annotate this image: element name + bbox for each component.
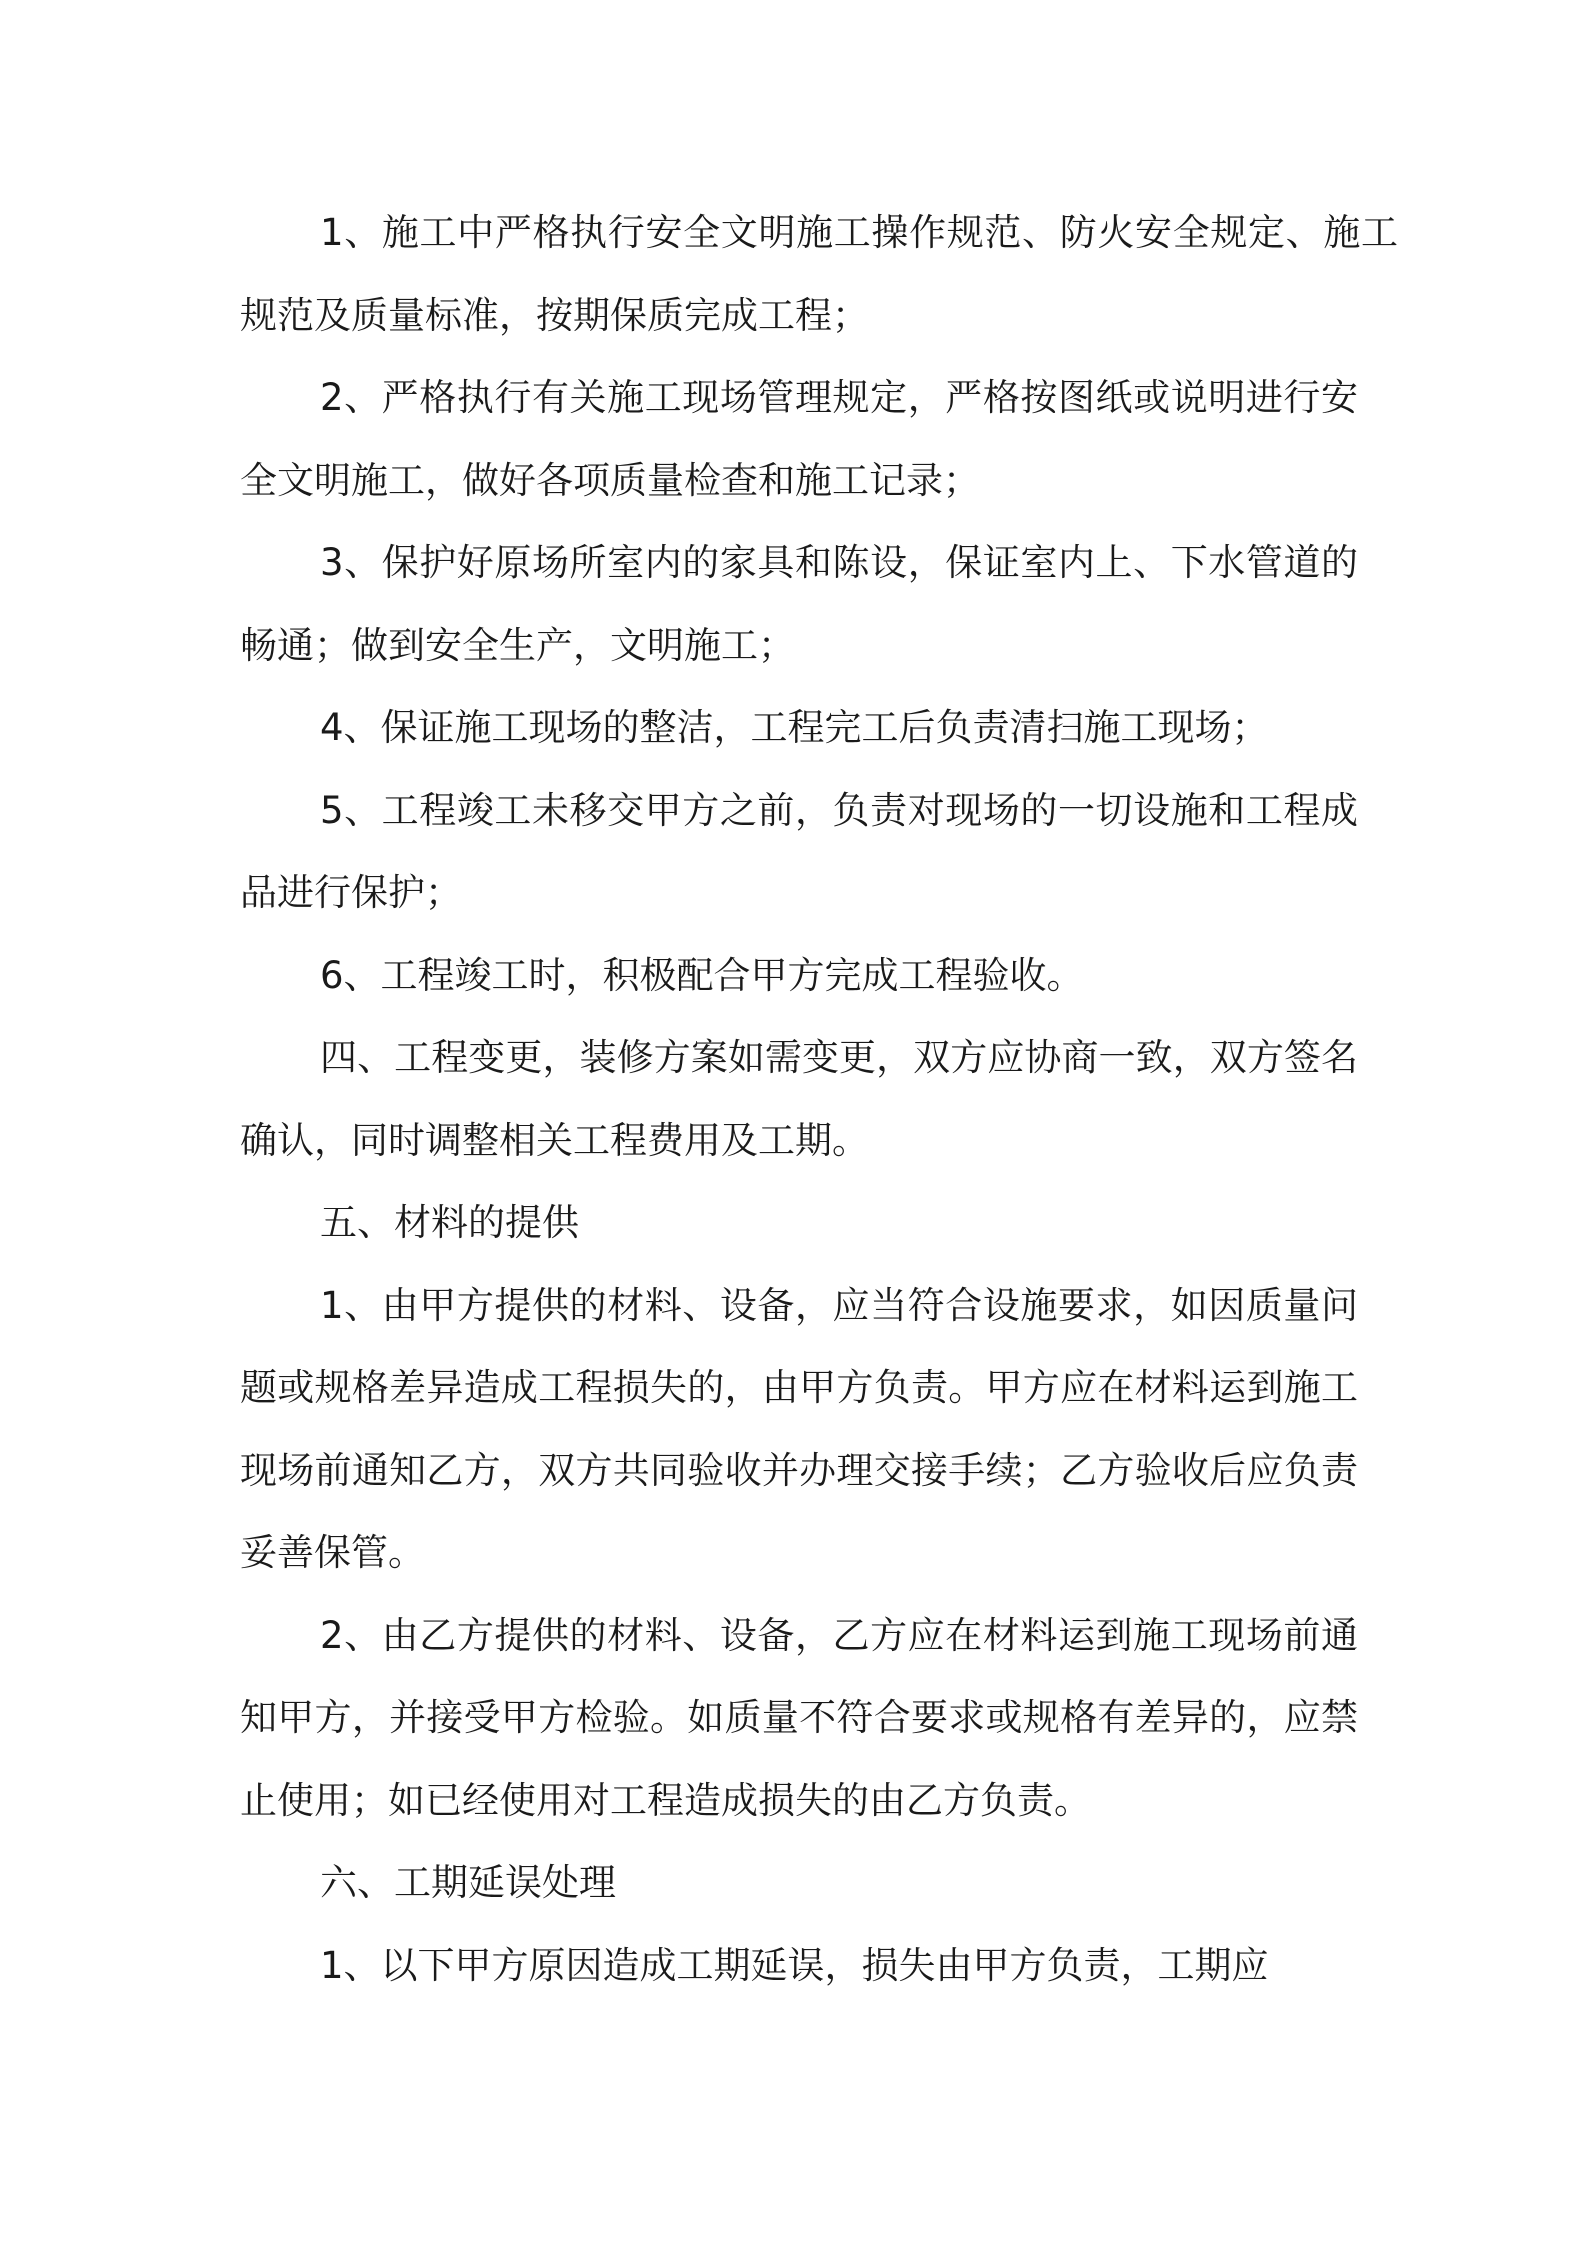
paragraph-construction-rules: 1、施工中严格执行安全文明施工操作规范、防火安全规定、施工规范及质量标准，按期保质完成工程； [240,211,1398,337]
paragraph-protect-furniture: 3、保护好原场所室内的家具和陈设，保证室内上、下水管道的畅通；做到安全生产，文明施工； [240,541,1358,667]
paragraph-site-cleanliness: 4、保证施工现场的整洁，工程完工后负责清扫施工现场； [320,706,1269,749]
section-project-changes: 四、工程变更，装修方案如需变更，双方应协商一致，双方签名确认，同时调整相关工程费用及工期。 [240,1036,1358,1162]
paragraph-party-b-materials: 2、由乙方提供的材料、设备，乙方应在材料运到施工现场前通知甲方，并接受甲方检验。如质量不符合要求或规格有差异的，应禁止使用；如已经使用对工程造成损失的由乙方负责。 [240,1613,1358,1822]
document-body [240,192,1398,2007]
paragraph-site-management: 2、严格执行有关施工现场管理规定，严格按图纸或说明进行安全文明施工，做好各项质量检查和施工记录； [240,376,1358,502]
paragraph-protect-facilities: 5、工程竣工未移交甲方之前，负责对现场的一切设施和工程成品进行保护； [240,788,1358,914]
paragraph-party-a-materials: 1、由甲方提供的材料、设备，应当符合设施要求，如因质量问题或规格差异造成工程损失的，由甲方负责。甲方应在材料运到施工现场前通知乙方，双方共同验收并办理交接手续；乙方验收后应负责妥善保管。 [240,1283,1358,1574]
paragraph-delay-party-a: 1、以下甲方原因造成工期延误，损失由甲方负责，工期应 [320,1943,1269,1987]
section-heading-delay: 六、工期延误处理 [320,1861,616,1904]
paragraph-acceptance: 6、工程竣工时，积极配合甲方完成工程验收。 [320,953,1084,997]
section-heading-materials: 五、材料的提供 [320,1201,579,1244]
